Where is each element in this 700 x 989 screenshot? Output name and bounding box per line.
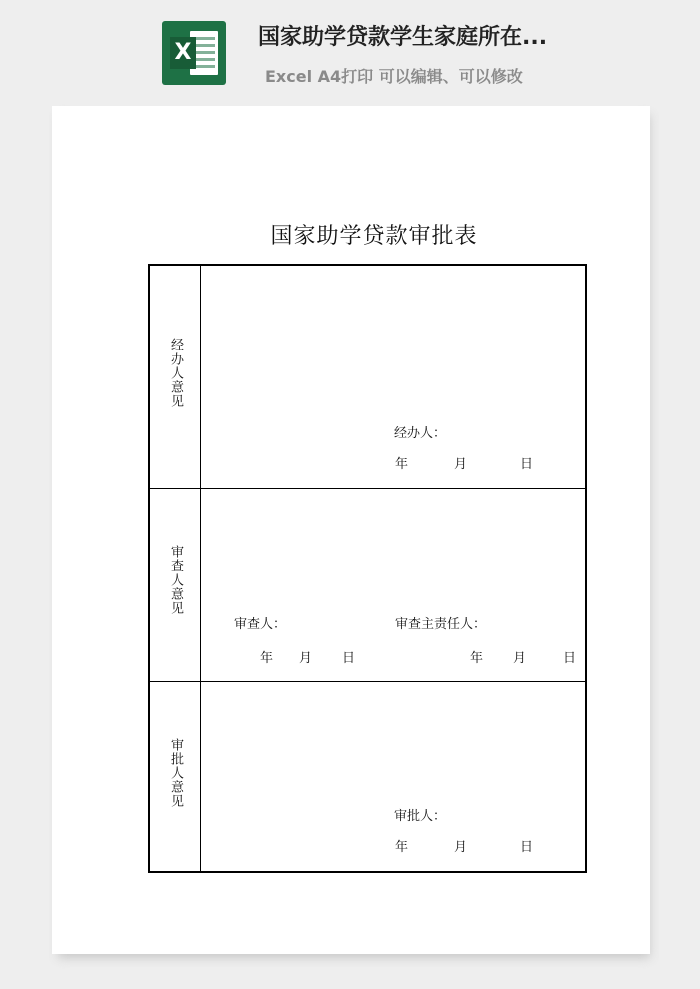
chief-reviewer-signer-label: 审查主责任人： bbox=[395, 617, 487, 632]
document-subtitle: Excel A4打印 可以编辑、可以修改 bbox=[265, 67, 523, 86]
handler-date-year: 年 bbox=[395, 457, 409, 472]
approver-signer-label: 审批人： bbox=[394, 809, 447, 824]
document-title: 国家助学贷款学生家庭所在... bbox=[258, 25, 548, 50]
approver-opinion-row bbox=[150, 682, 585, 871]
handler-date-day: 日 bbox=[520, 457, 534, 472]
handler-date-month: 月 bbox=[454, 457, 468, 472]
reviewer-signer-label: 审查人： bbox=[234, 617, 287, 632]
preview-header bbox=[0, 0, 700, 100]
excel-icon bbox=[162, 21, 226, 85]
handler-label-cell bbox=[150, 266, 201, 488]
reviewer-opinion-row bbox=[150, 489, 585, 682]
reviewer-label-cell bbox=[150, 489, 201, 681]
chief-reviewer-date-year: 年 bbox=[470, 651, 484, 666]
chief-reviewer-date-month: 月 bbox=[513, 651, 527, 666]
reviewer-date-month: 月 bbox=[299, 651, 313, 666]
reviewer-date-day: 日 bbox=[342, 651, 356, 666]
document-page bbox=[52, 106, 650, 954]
approval-table bbox=[148, 264, 587, 873]
approver-date-day: 日 bbox=[520, 840, 534, 855]
approver-date-year: 年 bbox=[395, 840, 409, 855]
approver-date-month: 月 bbox=[454, 840, 468, 855]
chief-reviewer-date-day: 日 bbox=[563, 651, 577, 666]
reviewer-opinion-label: 审查人意见 bbox=[168, 545, 183, 615]
excel-x-badge: X bbox=[170, 37, 196, 69]
handler-opinion-row bbox=[150, 266, 585, 489]
handler-opinion-label: 经办人意见 bbox=[168, 338, 183, 408]
reviewer-date-year: 年 bbox=[260, 651, 274, 666]
approver-opinion-label: 审批人意见 bbox=[168, 738, 183, 808]
form-title: 国家助学贷款审批表 bbox=[270, 224, 478, 249]
approver-label-cell bbox=[150, 682, 201, 871]
handler-signer-label: 经办人： bbox=[394, 426, 447, 441]
